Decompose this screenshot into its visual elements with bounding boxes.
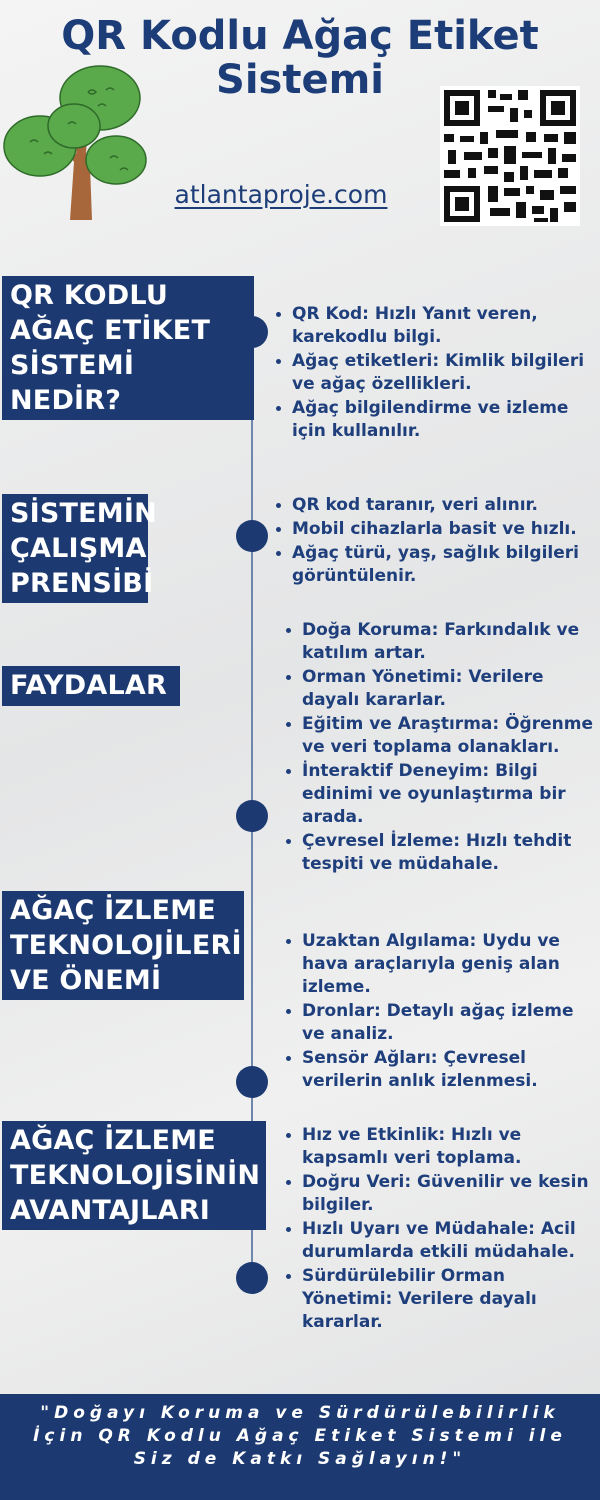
label-line: FAYDALAR xyxy=(10,670,168,701)
list-item: Dronlar: Detaylı ağaç izleme ve analiz. xyxy=(284,1000,596,1046)
list-item: Çevresel İzleme: Hızlı tehdit tespiti ve müdahale. xyxy=(284,830,596,876)
list-item: Ağaç bilgilendirme ve izleme için kullanılır. xyxy=(274,397,594,443)
list-item: Orman Yönetimi: Verilere dayalı kararlar. xyxy=(284,666,596,712)
section-list-monitoring-tech xyxy=(284,930,596,1094)
label-line: QR KODLU xyxy=(10,280,168,311)
label-line: SİSTEMİ NEDİR? xyxy=(10,350,135,416)
label-line: AĞAÇ ETİKET xyxy=(10,315,211,346)
label-line: TEKNOLOJİLERİ xyxy=(10,930,242,961)
list-item: İnteraktif Deneyim: Bilgi edinimi ve oyunlaştırma bir arada. xyxy=(284,760,596,829)
list-item: Uzaktan Algılama: Uydu ve hava araçlarıyla geniş alan izleme. xyxy=(284,930,596,999)
section-list-what-is xyxy=(274,303,594,444)
list-item: Ağaç etiketleri: Kimlik bilgileri ve ağaç özellikleri. xyxy=(274,350,594,396)
list-item: Sürdürülebilir Orman Yönetimi: Verilere dayalı kararlar. xyxy=(284,1265,596,1334)
list-item: Hızlı Uyarı ve Müdahale: Acil durumlarda etkili müdahale. xyxy=(284,1218,596,1264)
list-item: Eğitim ve Araştırma: Öğrenme ve veri toplama olanakları. xyxy=(284,713,596,759)
timeline-dot xyxy=(236,520,268,552)
footer-banner xyxy=(0,1394,600,1500)
page-title: QR Kodlu Ağaç Etiket Sistemi xyxy=(61,13,539,103)
section-label-benefits xyxy=(2,666,180,706)
timeline-dot xyxy=(236,1262,268,1294)
timeline-dot xyxy=(236,1066,268,1098)
section-label-what-is xyxy=(2,276,254,420)
label-line: SİSTEMİN xyxy=(10,498,157,529)
timeline-dot xyxy=(236,800,268,832)
list-item: Mobil cihazlarla basit ve hızlı. xyxy=(274,518,594,541)
footer-slogan: "Doğayı Koruma ve Sürdürülebilirlik İçin QR Kodlu Ağaç Etiket Sistemi ile Siz de Katkı Sağlayın!" xyxy=(33,1403,567,1469)
section-label-working-principle xyxy=(2,494,157,603)
website-link[interactable]: atlantaproje.com xyxy=(174,180,388,209)
qr-code-icon xyxy=(440,86,580,226)
label-line: AĞAÇ İZLEME xyxy=(10,895,216,926)
section-list-working-principle xyxy=(274,494,594,589)
list-item: Doğa Koruma: Farkındalık ve katılım artar. xyxy=(284,619,596,665)
label-line: ÇALIŞMA xyxy=(10,533,147,564)
tree-icon xyxy=(2,62,152,222)
label-line: AVANTAJLARI xyxy=(10,1195,211,1226)
list-item: Sensör Ağları: Çevresel verilerin anlık izlenmesi. xyxy=(284,1047,596,1093)
label-line: VE ÖNEMİ xyxy=(10,965,162,996)
section-label-advantages xyxy=(2,1121,266,1230)
section-list-benefits xyxy=(284,619,596,877)
list-item: Ağaç türü, yaş, sağlık bilgileri görüntülenir. xyxy=(274,542,594,588)
label-line: TEKNOLOJİSİNİN xyxy=(10,1160,261,1191)
section-label-monitoring-tech xyxy=(2,891,244,1000)
list-item: QR kod taranır, veri alınır. xyxy=(274,494,594,517)
list-item: QR Kod: Hızlı Yanıt veren, karekodlu bilgi. xyxy=(274,303,594,349)
label-line: AĞAÇ İZLEME xyxy=(10,1125,216,1156)
list-item: Doğru Veri: Güvenilir ve kesin bilgiler. xyxy=(284,1171,596,1217)
label-line: PRENSİBİ xyxy=(10,568,154,599)
list-item: Hız ve Etkinlik: Hızlı ve kapsamlı veri toplama. xyxy=(284,1124,596,1170)
section-list-advantages xyxy=(284,1124,596,1335)
